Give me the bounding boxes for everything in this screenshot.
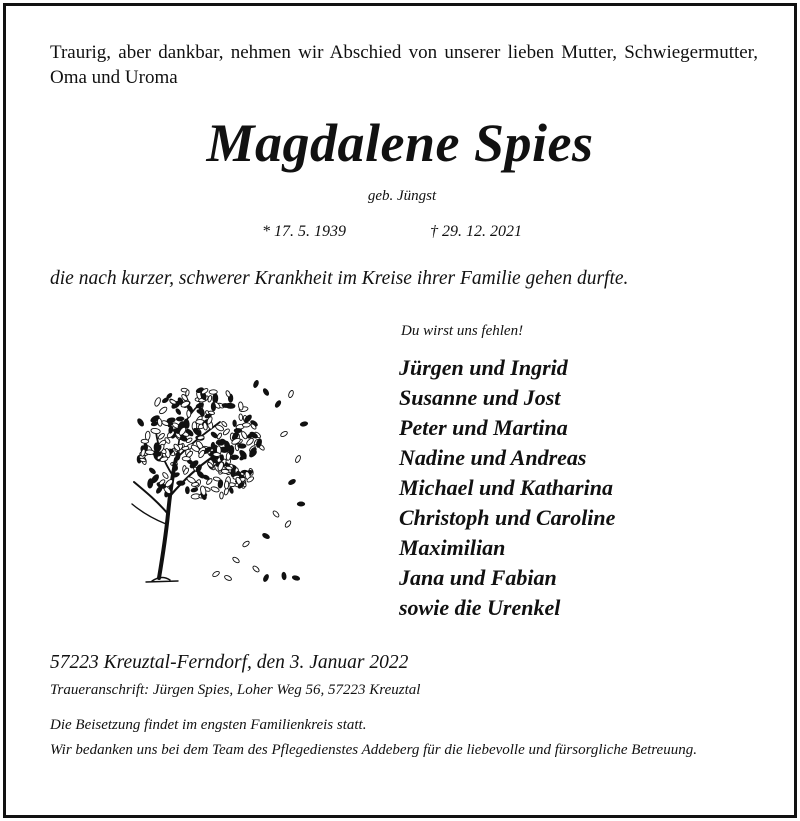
- family-member: Jana und Fabian: [399, 565, 557, 590]
- family-member: Jürgen und Ingrid: [399, 355, 568, 380]
- circumstance-text: die nach kurzer, schwerer Krankheit im Kreise ihrer Familie gehen durfte.: [50, 268, 629, 289]
- maiden-name: geb. Jüngst: [367, 188, 437, 204]
- family-member: Michael und Katharina: [399, 475, 613, 500]
- family-member: sowie die Urenkel: [399, 595, 561, 620]
- family-member: Maximilian: [399, 535, 506, 560]
- farewell-text: Du wirst uns fehlen!: [401, 323, 524, 339]
- family-list: [399, 353, 615, 623]
- mourning-address: Traueranschrift: Jürgen Spies, Loher Weg 56, 57223 Kreuztal: [50, 682, 421, 698]
- burial-note: Die Beisetzung findet im engsten Familienkreis statt.: [50, 717, 367, 733]
- family-member: Nadine und Andreas: [399, 445, 587, 470]
- family-member: Christoph und Caroline: [399, 505, 616, 530]
- family-member: Peter und Martina: [399, 415, 568, 440]
- tree-with-falling-leaves-icon: [116, 364, 316, 589]
- death-date: † 29. 12. 2021: [430, 223, 522, 240]
- place-date: 57223 Kreuztal-Ferndorf, den 3. Januar 2022: [50, 652, 409, 673]
- deceased-name: Magdalene Spies: [206, 113, 594, 173]
- intro-text: Traurig, aber dankbar, nehmen wir Abschied von unserer lieben Mutter, Schwiegermutter, Oma und Uroma: [50, 42, 758, 88]
- thanks-note: Wir bedanken uns bei dem Team des Pflegedienstes Addeberg für die liebevolle und fürsorgliche Betreuung.: [50, 742, 697, 758]
- obituary-notice: [3, 3, 797, 818]
- birth-date: * 17. 5. 1939: [262, 223, 346, 240]
- family-member: Susanne und Jost: [399, 385, 561, 410]
